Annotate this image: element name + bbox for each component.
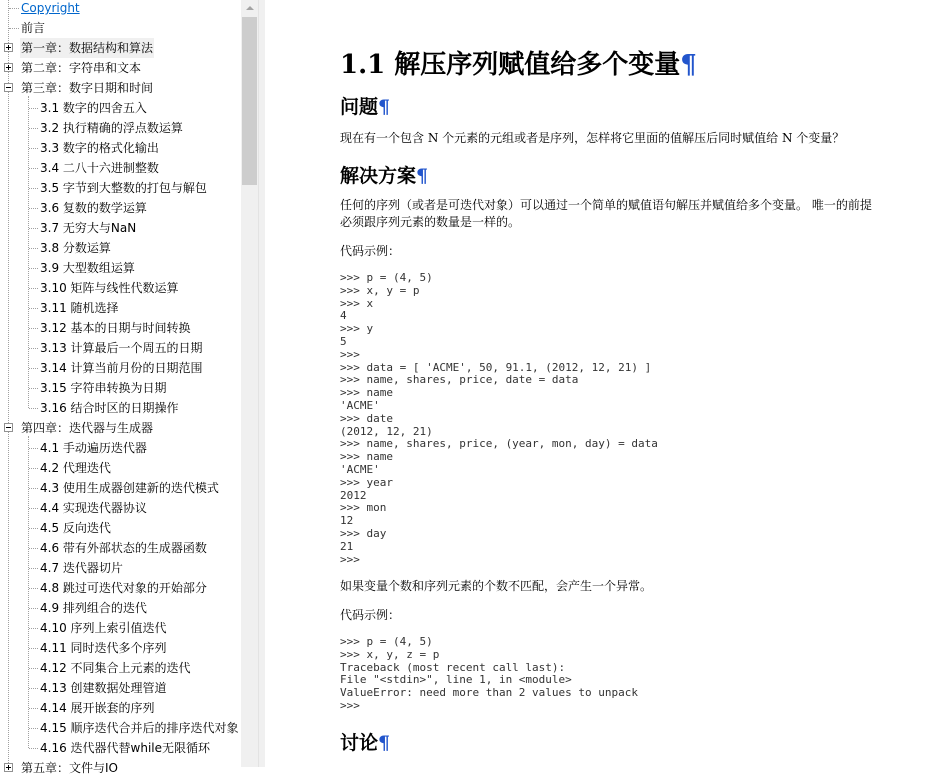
toc-subitem[interactable] bbox=[0, 158, 241, 178]
toc-subitem[interactable] bbox=[0, 698, 241, 718]
expand-plus-icon[interactable] bbox=[4, 63, 13, 72]
toc-subitem-label: 4.1 手动遍历迭代器 bbox=[40, 441, 147, 455]
toc-subitem-label: 3.9 大型数组运算 bbox=[40, 261, 135, 275]
toc-subitem-label: 3.8 分数运算 bbox=[40, 241, 111, 255]
toc-subitem[interactable] bbox=[0, 238, 241, 258]
code-block-2: >>> p = (4, 5) >>> x, y, z = p Traceback (most recent call last): File "<stdin>", line 1, in <module> ValueError: need more than 2 values to unpack >>> bbox=[340, 635, 639, 712]
toc-item-chapter1[interactable] bbox=[0, 38, 241, 58]
toc-label: 第五章：文件与IO bbox=[21, 761, 118, 775]
scroll-up-arrow-icon[interactable] bbox=[241, 0, 258, 17]
toc-subitem-label: 4.10 序列上索引值迭代 bbox=[40, 621, 167, 635]
problem-text: 现在有一个包含 N 个元素的元组或者是序列，怎样将它里面的值解压后同时赋值给 N 个变量？ bbox=[340, 131, 845, 145]
toc-subitem[interactable] bbox=[0, 738, 241, 758]
toc-subitem[interactable] bbox=[0, 198, 241, 218]
toc-subitem[interactable] bbox=[0, 258, 241, 278]
toc-label: 第四章：迭代器与生成器 bbox=[21, 421, 154, 435]
toc-subitem-label: 3.2 执行精确的浮点数运算 bbox=[40, 121, 183, 135]
toc-item-chapter4[interactable] bbox=[0, 418, 241, 438]
toc-subitem[interactable] bbox=[0, 138, 241, 158]
toc-subitem-label: 4.8 跳过可迭代对象的开始部分 bbox=[40, 581, 207, 595]
toc-subitem[interactable] bbox=[0, 178, 241, 198]
toc-subitem-label: 4.7 迭代器切片 bbox=[40, 561, 123, 575]
heading-solution: 解决方案¶ bbox=[340, 165, 429, 187]
mismatch-text: 如果变量个数和序列元素的个数不匹配，会产生一个异常。 bbox=[340, 579, 653, 593]
toc-subitem-label: 4.12 不同集合上元素的迭代 bbox=[40, 661, 191, 675]
toc-subitem-label: 3.16 结合时区的日期操作 bbox=[40, 401, 179, 415]
toc-subitem-label: 4.2 代理迭代 bbox=[40, 461, 111, 475]
permalink-pilcrow[interactable]: ¶ bbox=[378, 96, 391, 118]
permalink-pilcrow[interactable]: ¶ bbox=[378, 732, 391, 754]
toc-subitem-label: 3.5 字节到大整数的打包与解包 bbox=[40, 181, 207, 195]
toc-subitem[interactable] bbox=[0, 538, 241, 558]
toc-link-copyright[interactable]: Copyright bbox=[21, 1, 80, 15]
toc-label: 第三章：数字日期和时间 bbox=[21, 81, 154, 95]
toc-label: 第一章：数据结构和算法 bbox=[20, 38, 154, 58]
toc-subitem[interactable] bbox=[0, 298, 241, 318]
heading-problem: 问题¶ bbox=[340, 96, 391, 118]
expand-plus-icon[interactable] bbox=[4, 43, 13, 52]
toc-subitem[interactable] bbox=[0, 678, 241, 698]
toc-subitem-label: 3.1 数字的四舍五入 bbox=[40, 101, 147, 115]
toc-subitem-label: 4.11 同时迭代多个序列 bbox=[40, 641, 167, 655]
toc-subitem[interactable] bbox=[0, 618, 241, 638]
toc-subitem[interactable] bbox=[0, 478, 241, 498]
toc-label: 第二章：字符串和文本 bbox=[21, 61, 142, 75]
toc-item-chapter2[interactable] bbox=[0, 58, 241, 78]
toc-subitem-label: 3.10 矩阵与线性代数运算 bbox=[40, 281, 179, 295]
toc-subitem-label: 3.6 复数的数学运算 bbox=[40, 201, 147, 215]
code-label: 代码示例： bbox=[340, 244, 401, 258]
toc-subitem[interactable] bbox=[0, 558, 241, 578]
toc-subitem[interactable] bbox=[0, 398, 241, 418]
toc-subitem-label: 3.14 计算当前月份的日期范围 bbox=[40, 361, 203, 375]
toc-subitem[interactable] bbox=[0, 598, 241, 618]
heading-discussion: 讨论¶ bbox=[340, 732, 391, 754]
toc-subitem-label: 3.4 二八十六进制整数 bbox=[40, 161, 159, 175]
collapse-minus-icon[interactable] bbox=[4, 423, 13, 432]
toc-subitem-label: 4.5 反向迭代 bbox=[40, 521, 111, 535]
solution-text-line2: 必须跟序列元素的数量是一样的。 bbox=[340, 215, 521, 229]
toc-subitem-label: 3.13 计算最后一个周五的日期 bbox=[40, 341, 203, 355]
code-label: 代码示例： bbox=[340, 608, 401, 622]
collapse-minus-icon[interactable] bbox=[4, 83, 13, 92]
toc-label: 前言 bbox=[21, 21, 46, 35]
toc-subitem[interactable] bbox=[0, 458, 241, 478]
toc-subitem[interactable] bbox=[0, 338, 241, 358]
toc-subitem[interactable] bbox=[0, 518, 241, 538]
toc-item-copyright[interactable] bbox=[0, 0, 241, 18]
toc-item-chapter3[interactable] bbox=[0, 78, 241, 98]
toc-subitem[interactable] bbox=[0, 278, 241, 298]
toc-subitem-label: 4.6 带有外部状态的生成器函数 bbox=[40, 541, 207, 555]
permalink-pilcrow[interactable]: ¶ bbox=[680, 50, 697, 80]
expand-plus-icon[interactable] bbox=[4, 763, 13, 772]
toc-subitem[interactable] bbox=[0, 318, 241, 338]
toc-subitem-label: 3.15 字符串转换为日期 bbox=[40, 381, 167, 395]
toc-subitem-label: 3.12 基本的日期与时间转换 bbox=[40, 321, 191, 335]
toc-subitem[interactable] bbox=[0, 378, 241, 398]
solution-text-line1: 任何的序列（或者是可迭代对象）可以通过一个简单的赋值语句解压并赋值给多个变量。 唯一的前提 bbox=[340, 198, 872, 212]
toc-subitem[interactable] bbox=[0, 718, 241, 738]
toc-sidebar bbox=[0, 0, 241, 775]
toc-subitem[interactable] bbox=[0, 498, 241, 518]
toc-subitem-label: 4.9 排列组合的迭代 bbox=[40, 601, 147, 615]
toc-subitem-label: 4.14 展开嵌套的序列 bbox=[40, 701, 155, 715]
document-content bbox=[264, 0, 897, 767]
toc-item-chapter5[interactable] bbox=[0, 758, 241, 778]
toc-subitem[interactable] bbox=[0, 218, 241, 238]
toc-subitem[interactable] bbox=[0, 438, 241, 458]
toc-subitem-label: 3.7 无穷大与NaN bbox=[40, 221, 137, 235]
scrollbar-thumb[interactable] bbox=[242, 17, 257, 185]
code-block-1: >>> p = (4, 5) >>> x, y = p >>> x 4 >>> y 5 >>> >>> data = [ 'ACME', 50, 91.1, (2012, 12, 21) ] >>> name, shares, price, date = data >>> name 'ACME' >>> date (2012, 12, 21) >>> name, shares, price, (year, mon, day) = data >>> name 'ACME' >>> year 2012 >>> mon 12 >>> day 21 >>> bbox=[340, 271, 658, 566]
toc-subitem-label: 4.13 创建数据处理管道 bbox=[40, 681, 167, 695]
toc-subitem[interactable] bbox=[0, 98, 241, 118]
toc-subitem[interactable] bbox=[0, 638, 241, 658]
toc-subitem[interactable] bbox=[0, 358, 241, 378]
toc-subitem-label: 4.15 顺序迭代合并后的排序迭代对象 bbox=[40, 721, 239, 735]
toc-subitem-label: 3.3 数字的格式化输出 bbox=[40, 141, 159, 155]
toc-subitem-label: 4.3 使用生成器创建新的迭代模式 bbox=[40, 481, 219, 495]
toc-subitem[interactable] bbox=[0, 118, 241, 138]
toc-subitem-label: 4.16 迭代器代替while无限循环 bbox=[40, 741, 211, 755]
page-title: 1.1 解压序列赋值给多个变量¶ bbox=[340, 50, 697, 80]
toc-item-preface[interactable] bbox=[0, 18, 241, 38]
permalink-pilcrow[interactable]: ¶ bbox=[416, 165, 429, 187]
toc-subitem[interactable] bbox=[0, 658, 241, 678]
toc-subitem-label: 3.11 随机选择 bbox=[40, 301, 119, 315]
sidebar-scrollbar[interactable] bbox=[241, 0, 258, 767]
toc-subitem-label: 4.4 实现迭代器协议 bbox=[40, 501, 147, 515]
toc-subitem[interactable] bbox=[0, 578, 241, 598]
